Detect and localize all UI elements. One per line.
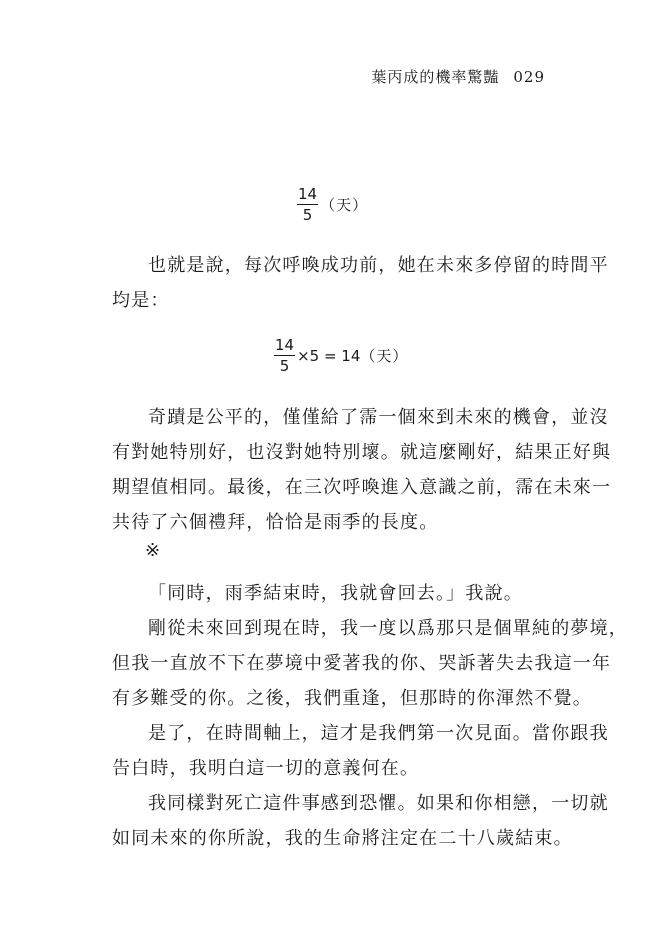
fraction-denominator: 5 xyxy=(302,206,313,224)
text-line: 剛從未來回到現在時，我一度以爲那只是個單純的夢境， xyxy=(148,618,628,639)
text-line: 共待了六個禮拜，恰恰是雨季的長度。 xyxy=(112,512,439,533)
fraction-numerator: 14 xyxy=(298,185,318,203)
formula-expression: ×5 = 14 xyxy=(297,346,361,365)
formula-unit: （天） xyxy=(320,196,369,214)
text-line: 我同樣對死亡這件事感到恐懼。如果和你相戀，一切就 xyxy=(148,793,609,814)
paragraph-rainy-season xyxy=(112,576,628,856)
paragraph-average-stay xyxy=(112,248,609,318)
text-line: 告白時，我明白這一切的意義何在。 xyxy=(112,758,420,779)
text-line: 均是： xyxy=(112,290,170,311)
text-line: 也就是說，每次呼喚成功前，她在未來多停留的時間平 xyxy=(148,255,609,276)
section-break-mark: ※ xyxy=(145,540,161,561)
fraction xyxy=(274,336,295,375)
text-line: 是了，在時間軸上，這才是我們第一次見面。當你跟我 xyxy=(148,723,609,744)
paragraph-miracle-fair xyxy=(112,400,612,540)
running-title: 葉丙成的機率驚豔 xyxy=(371,68,500,86)
fraction-denominator: 5 xyxy=(279,357,290,375)
text-line: 如同未來的你所說，我的生命將注定在二十八歲結束。 xyxy=(112,828,573,849)
fraction xyxy=(297,185,318,224)
text-line: 但我一直放不下在夢境中愛著我的你、哭訴著失去我這一年 xyxy=(112,653,612,674)
text-line: 奇蹟是公平的，僅僅給了霈一個來到未來的機會，並沒 xyxy=(148,407,609,428)
formula-expected-days xyxy=(274,336,408,375)
text-line: 有多難受的你。之後，我們重逢，但那時的你渾然不覺。 xyxy=(112,688,592,709)
text-line: 期望值相同。最後，在三次呼喚進入意識之前，霈在未來一 xyxy=(112,477,612,498)
page-number: 029 xyxy=(513,68,545,86)
formula-fourteen-fifths-days xyxy=(297,185,368,224)
fraction-numerator: 14 xyxy=(275,336,295,354)
running-header xyxy=(371,66,545,87)
formula-unit: （天） xyxy=(360,347,409,365)
text-line: 有對她特別好，也沒對她特別壞。就這麼剛好，結果正好與 xyxy=(112,442,612,463)
text-line: 「同時，雨季結束時，我就會回去。」我說。 xyxy=(148,583,523,604)
